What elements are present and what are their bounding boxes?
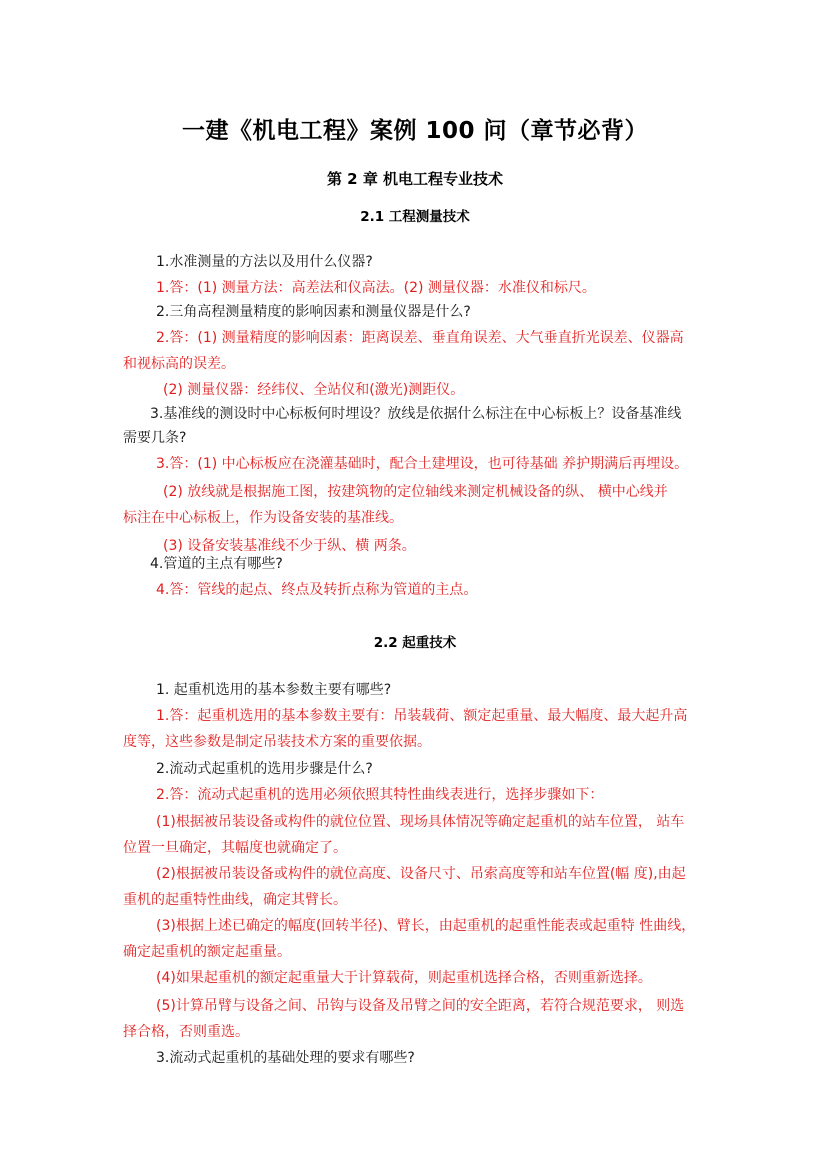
answer-text xyxy=(123,704,713,754)
text-line: (2) 测量仪器：经纬仪、全站仪和(激光)测距仪。 xyxy=(163,382,465,398)
document-title: 一建《机电工程》案例 100 问（章节必背） xyxy=(181,118,649,144)
question-text xyxy=(123,552,710,576)
answer-step xyxy=(123,994,713,1044)
answer-step xyxy=(123,862,713,912)
text-line: 3.答：(1) 中心标板应在浇灌基础时，配合土建埋设，也可待基础 养护期满后再埋设。 xyxy=(156,456,689,472)
chapter-title: 第 2 章 机电工程专业技术 xyxy=(326,170,504,188)
text-line: (3) 设备安装基准线不少于纵、横 两条。 xyxy=(163,538,416,554)
answer-text xyxy=(123,326,713,402)
text-line: (5)计算吊臂与设备之间、吊钩与设备及吊臂之间的安全距离，若符合规范要求， 则选 xyxy=(156,998,685,1014)
answer-text xyxy=(123,276,710,300)
text-line: 4.答：管线的起点、终点及转折点称为管道的主点。 xyxy=(156,582,478,598)
text-line: 2.三角高程测量精度的影响因素和测量仪器是什么? xyxy=(156,304,471,320)
answer-step xyxy=(123,810,713,860)
text-line: (3)根据上述已确定的幅度(回转半径)、臂长，由起重机的起重性能表或起重特 性曲线， xyxy=(156,918,696,934)
text-line: (2) 放线就是根据施工图，按建筑物的定位轴线来测定机械设备的纵、 横中心线并 xyxy=(163,484,668,500)
answer-text xyxy=(123,783,710,807)
section-title-2-2: 2.2 起重技术 xyxy=(373,635,457,651)
text-line: 和视标高的误差。 xyxy=(123,356,235,372)
answer-step xyxy=(123,966,713,990)
text-line: 2.答：(1) 测量精度的影响因素：距离误差、垂直角误差、大气垂直折光误差、仪器高 xyxy=(156,330,684,346)
answer-step xyxy=(123,914,713,964)
text-line: 位置一旦确定，其幅度也就确定了。 xyxy=(123,840,347,856)
text-line: 择合格，否则重选。 xyxy=(123,1024,249,1040)
text-line: (4)如果起重机的额定起重量大于计算载荷，则起重机选择合格，否则重新选择。 xyxy=(156,970,652,986)
text-line: 度等，这些参数是制定吊装技术方案的重要依据。 xyxy=(123,734,431,750)
text-line: 1. 起重机选用的基本参数主要有哪些? xyxy=(156,682,392,698)
question-text xyxy=(123,757,710,781)
question-text xyxy=(123,300,710,324)
text-line: 需要几条? xyxy=(123,430,187,446)
text-line: 确定起重机的额定起重量。 xyxy=(123,944,291,960)
text-line: 4.管道的主点有哪些? xyxy=(150,556,283,572)
section-title-2-1: 2.1 工程测量技术 xyxy=(360,209,470,225)
question-text xyxy=(123,402,710,450)
question-text xyxy=(123,1046,710,1070)
answer-text xyxy=(123,452,713,558)
text-line: 3.基准线的测设时中心标板何时埋设？放线是依据什么标注在中心标板上？设备基准线 xyxy=(150,406,682,422)
text-line: 2.答：流动式起重机的选用必须依照其特性曲线表进行，选择步骤如下： xyxy=(156,787,604,803)
question-text xyxy=(123,250,710,274)
text-line: 3.流动式起重机的基础处理的要求有哪些? xyxy=(156,1050,415,1066)
question-text xyxy=(123,678,710,702)
text-line: (1)根据被吊装设备或构件的就位位置、现场具体情况等确定起重机的站车位置， 站车 xyxy=(156,814,685,830)
answer-text xyxy=(123,578,710,602)
text-line: 1.答：起重机选用的基本参数主要有：吊装载荷、额定起重量、最大幅度、最大起升高 xyxy=(156,708,688,724)
text-line: 1.水准测量的方法以及用什么仪器? xyxy=(156,254,373,270)
text-line: (2)根据被吊装设备或构件的就位高度、设备尺寸、吊索高度等和站车位置(幅 度),由起 xyxy=(156,866,686,882)
text-line: 1.答：(1) 测量方法：高差法和仪高法。(2) 测量仪器：水准仪和标尺。 xyxy=(156,280,596,296)
text-line: 标注在中心标板上，作为设备安装的基准线。 xyxy=(123,510,403,526)
text-line: 重机的起重特性曲线，确定其臂长。 xyxy=(123,892,347,908)
text-line: 2.流动式起重机的选用步骤是什么? xyxy=(156,761,373,777)
